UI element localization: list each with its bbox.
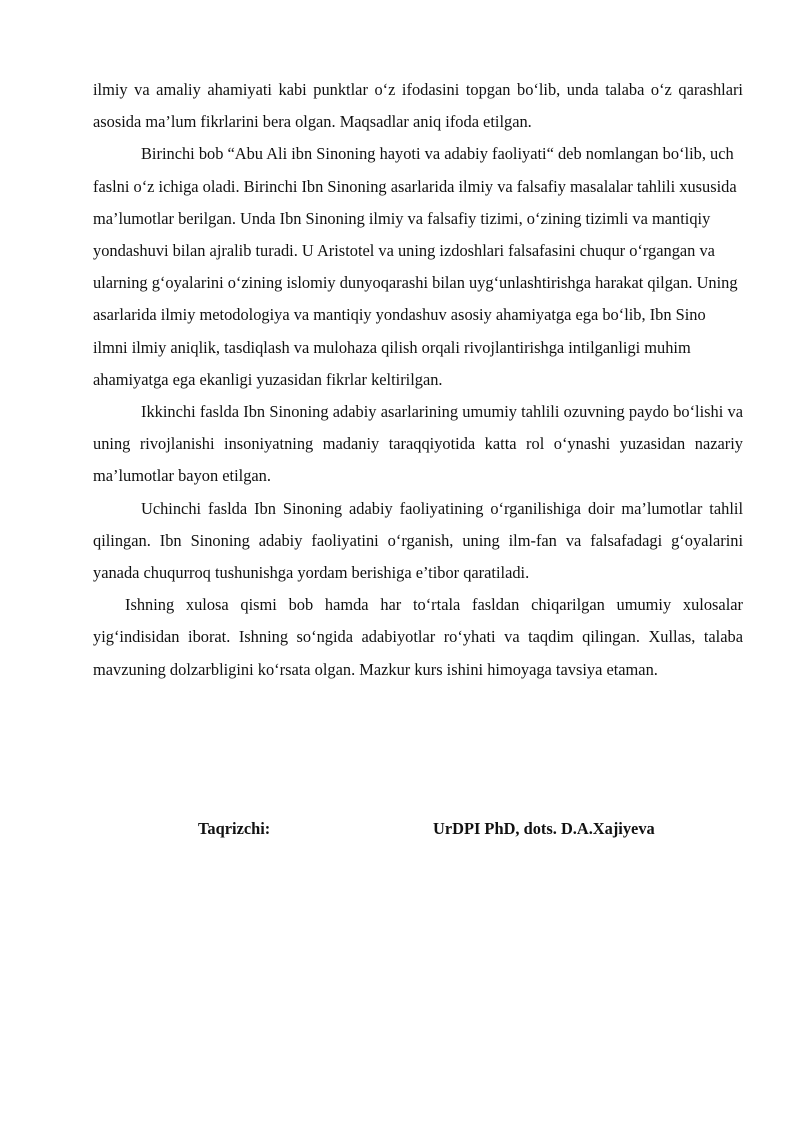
paragraph-intro-continuation: ilmiy va amaliy ahamiyati kabi punktlar o‘z ifodasini topgan bo‘lib, unda talaba o‘z qarashlari asosida ma’lum fikrlarini bera olgan. Maqsadlar aniq ifoda etilgan.	[93, 80, 743, 132]
reviewer-label: Taqrizchi:	[198, 819, 271, 838]
paragraph-section-three: Uchinchi faslda Ibn Sinoning adabiy faoliyatining o‘rganilishiga doir ma’lumotlar tahlil qilingan. Ibn Sinoning adabiy faoliyatini o‘rganish, uning ilm-fan va falsafadagi g‘oyalarini yanada chuqurroq tushunishga yordam berishiga e’tibor qaratiladi.	[93, 498, 743, 583]
paragraph-conclusion: Ishning xulosa qismi bob hamda har to‘rtala fasldan chiqarilgan umumiy xulosalar yig‘indisidan iborat. Ishning so‘ngida adabiyotlar ro‘yhati va taqdim qilingan. Xullas, talaba mavzuning dolzarbligini ko‘rsata olgan. Mazkur kurs ishini himoyaga tavsiya etaman.	[93, 595, 743, 679]
paragraph-section-two: Ikkinchi faslda Ibn Sinoning adabiy asarlarining umumiy tahlili ozuvning paydo bo‘lishi va uning rivojlanishi insoniyatning madaniy taraqqiyotida katta rol o‘ynashi yuzasidan nazariy ma’lumotlar bayon etilgan.	[93, 402, 743, 486]
reviewer-name: UrDPI PhD, dots. D.A.Xajiyeva	[433, 819, 655, 838]
paragraph-chapter-one: Birinchi bob “Abu Ali ibn Sinoning hayoti va adabiy faoliyati“ deb nomlangan bo‘lib, uch faslni o‘z ichiga oladi. Birinchi Ibn Sinoning asarlarida ilmiy va falsafiy masalalar tahlili xususida ma’lumotlar berilgan. Unda Ibn Sinoning ilmiy va falsafiy tizimi, o‘zining tizimli va mantiqiy yondashuvi bilan ajralib turadi. U Aristotel va uning izdoshlari falsafasini chuqur o‘rgangan va ularning g‘oyalarini o‘zining islomiy dunyoqarashi bilan uyg‘unlashtirishga harakat qilgan. Uning asarlarida ilmiy metodologiya va mantiqiy yondashuv asosiy ahamiyatga ega bo‘lib, Ibn Sino ilmni ilmiy aniqlik, tasdiqlash va mulohaza qilish orqali rivojlantirishga intilganligi muhim ahamiyatga ega ekanligi yuzasidan fikrlar keltirilgan.	[93, 144, 738, 389]
reviewer-signature-line	[0, 819, 800, 849]
document-body	[93, 74, 743, 686]
